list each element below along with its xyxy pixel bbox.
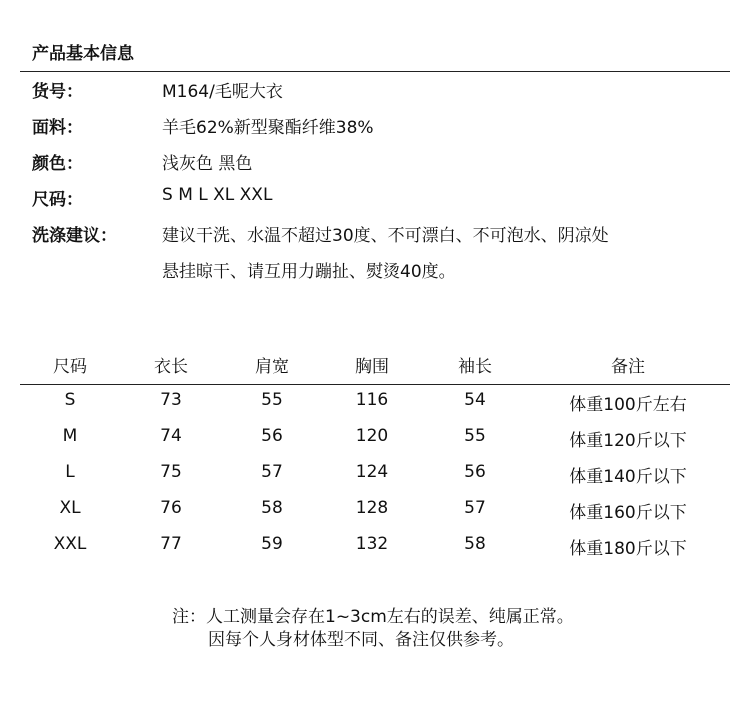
- table-row: [20, 498, 730, 534]
- table-cell: 132: [355, 534, 389, 554]
- column-header: 衣长: [154, 357, 188, 377]
- info-value: S M L XL XXL: [162, 185, 273, 205]
- table-cell: 59: [261, 534, 283, 554]
- table-cell: L: [65, 462, 75, 482]
- table-cell: 73: [160, 390, 182, 410]
- table-cell: 体重140斤以下: [569, 467, 687, 487]
- table-cell: 体重160斤以下: [569, 503, 687, 523]
- table-cell: 体重100斤左右: [569, 395, 687, 415]
- info-row-care: [0, 221, 750, 249]
- table-divider: [20, 384, 730, 385]
- table-row: [20, 534, 730, 570]
- table-cell: 57: [261, 462, 283, 482]
- info-value: 浅灰色 黑色: [162, 154, 253, 174]
- info-row-fabric: [0, 113, 750, 141]
- table-body: [20, 390, 730, 570]
- info-label: 颜色：: [32, 154, 83, 174]
- table-cell: 55: [464, 426, 486, 446]
- info-value: 羊毛62%新型聚酯纤维38%: [162, 118, 374, 138]
- table-cell: 128: [355, 498, 389, 518]
- info-label: 货号：: [32, 82, 83, 102]
- table-cell: S: [64, 390, 76, 410]
- table-cell: 56: [464, 462, 486, 482]
- info-row-size: [0, 185, 750, 213]
- table-row: [20, 390, 730, 426]
- column-header: 备注: [611, 357, 645, 377]
- table-cell: 76: [160, 498, 182, 518]
- table-cell: 54: [464, 390, 486, 410]
- table-cell: 77: [160, 534, 182, 554]
- table-cell: 56: [261, 426, 283, 446]
- table-cell: 57: [464, 498, 486, 518]
- column-header: 尺码: [53, 357, 87, 377]
- table-cell: 120: [355, 426, 389, 446]
- info-row-item-number: [0, 77, 750, 105]
- column-header: 袖长: [458, 357, 492, 377]
- table-row: [20, 426, 730, 462]
- column-header: 肩宽: [255, 357, 289, 377]
- reference-note: 因每个人身材体型不同、备注仅供参考。: [208, 630, 514, 650]
- table-cell: 58: [464, 534, 486, 554]
- info-label: 洗涤建议：: [32, 226, 117, 246]
- size-table: [20, 352, 730, 559]
- title-divider: [20, 71, 730, 72]
- info-row-care-continued: [0, 257, 750, 285]
- table-cell: 55: [261, 390, 283, 410]
- info-value: 悬挂晾干、请互用力蹦扯、熨烫40度。: [162, 262, 456, 282]
- section-title: 产品基本信息: [32, 44, 134, 64]
- table-cell: XXL: [53, 534, 87, 554]
- table-cell: 体重120斤以下: [569, 431, 687, 451]
- info-label: 面料：: [32, 118, 83, 138]
- table-cell: 116: [355, 390, 389, 410]
- table-row: [20, 462, 730, 498]
- table-cell: M: [62, 426, 78, 446]
- measurement-note: 注：人工测量会存在1~3cm左右的误差、纯属正常。: [172, 607, 574, 627]
- table-cell: 58: [261, 498, 283, 518]
- table-cell: 体重180斤以下: [569, 539, 687, 559]
- info-row-color: [0, 149, 750, 177]
- table-cell: 124: [355, 462, 389, 482]
- table-cell: 74: [160, 426, 182, 446]
- info-value: M164/毛呢大衣: [162, 82, 283, 102]
- column-header: 胸围: [355, 357, 389, 377]
- table-cell: 75: [160, 462, 182, 482]
- table-header-row: [20, 352, 730, 384]
- info-label: 尺码：: [32, 190, 83, 210]
- table-cell: XL: [59, 498, 81, 518]
- info-value: 建议干洗、水温不超过30度、不可漂白、不可泡水、阴凉处: [162, 226, 609, 246]
